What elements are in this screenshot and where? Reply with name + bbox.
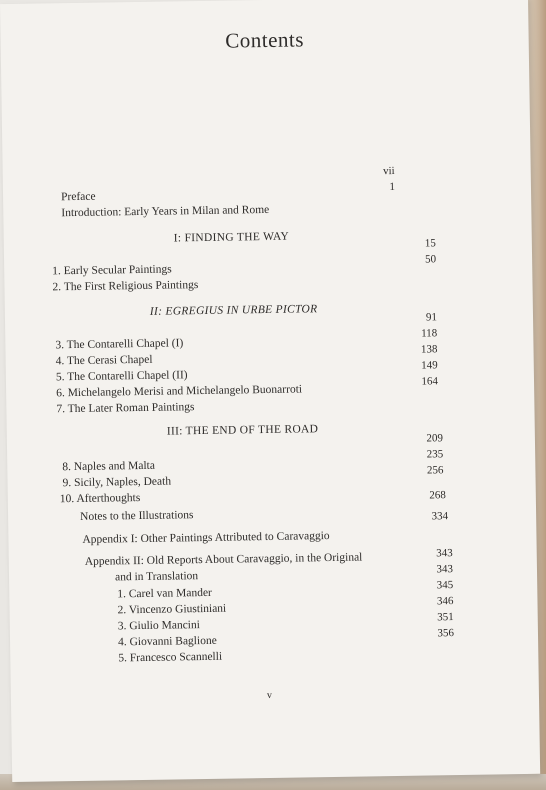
page-number: 149 — [421, 359, 438, 372]
toc-entry-notes: Notes to the Illustrations — [80, 509, 194, 523]
page-number: 345 — [436, 579, 454, 592]
page-title: Contents — [225, 27, 305, 53]
part-heading: III: THE END OF THE ROAD — [166, 423, 319, 438]
page-number: 343 — [436, 547, 453, 560]
part-heading: I: FINDING THE WAY — [173, 230, 290, 245]
toc-entry-chapter: 9. Sicily, Naples, Death — [62, 475, 172, 490]
toc-entry-report: 3. Giulio Mancini — [117, 619, 200, 633]
toc-entry-chapter: 6. Michelangelo Merisi and Michelangelo Buonarroti — [56, 383, 303, 400]
part-heading: II: EGREGIUS IN URBE PICTOR — [149, 303, 318, 318]
page-number: 235 — [426, 448, 444, 461]
page-number: 91 — [425, 311, 438, 324]
page-number: 256 — [426, 464, 444, 477]
toc-entry-report: 1. Carel van Mander — [117, 586, 212, 601]
page-number: 334 — [431, 510, 449, 523]
toc-entry-chapter: 7. The Later Roman Paintings — [56, 401, 195, 416]
toc-entry-appendix-continued: and in Translation — [114, 570, 199, 584]
toc-entry-appendix: Appendix II: Old Reports About Caravaggio, in the Original — [84, 551, 363, 568]
toc-entry-chapter: 5. The Contarelli Chapel (II) — [55, 369, 188, 384]
page-number: 356 — [437, 627, 455, 640]
page-number: 1 — [389, 180, 396, 194]
page-number: 351 — [437, 611, 454, 624]
toc-entry-chapter: 8. Naples and Malta — [62, 459, 156, 474]
page-number: 138 — [420, 343, 438, 356]
page-number: 346 — [436, 595, 454, 608]
page-folio: v — [266, 689, 273, 702]
toc-entry-chapter: 3. The Contarelli Chapel (I) — [55, 337, 184, 352]
page-number: 209 — [426, 432, 443, 445]
toc-entry-introduction: Introduction: Early Years in Milan and Rome — [61, 203, 270, 220]
toc-entry-preface: Preface — [60, 190, 96, 204]
page-number: 15 — [424, 237, 436, 250]
page-number: 164 — [421, 375, 439, 388]
toc-entry-report: 4. Giovanni Baglione — [117, 634, 217, 649]
page-number: 343 — [436, 563, 454, 576]
page-number: 118 — [421, 327, 438, 340]
toc-entry-chapter: 2. The First Religious Paintings — [52, 279, 199, 294]
page-number: 50 — [425, 253, 437, 266]
toc-entry-chapter: 10. Afterthoughts — [59, 492, 141, 506]
toc-entry-report: 2. Vincenzo Giustiniani — [117, 602, 227, 617]
toc-entry-appendix: Appendix I: Other Paintings Attributed to Caravaggio — [82, 530, 330, 546]
page-number: 268 — [429, 489, 446, 502]
toc-entry-chapter: 1. Early Secular Paintings — [52, 263, 172, 278]
page-number: vii — [382, 164, 395, 178]
toc-entry-chapter: 4. The Cerasi Chapel — [55, 353, 153, 368]
toc-entry-report: 5. Francesco Scannelli — [118, 650, 223, 665]
